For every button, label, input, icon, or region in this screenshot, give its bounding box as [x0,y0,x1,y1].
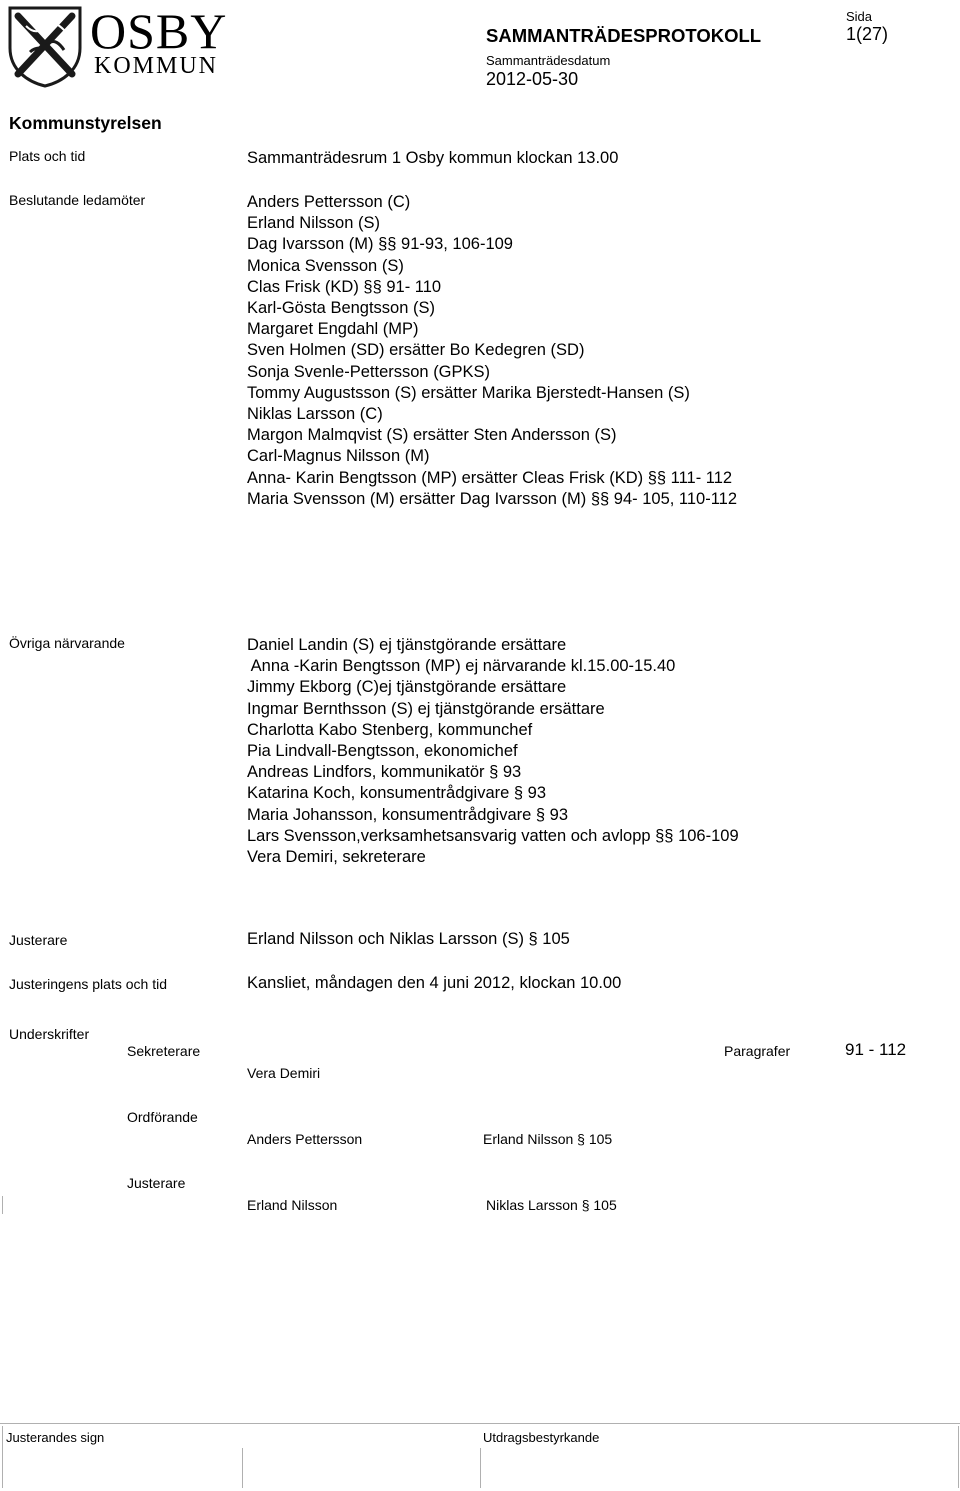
members-label: Beslutande ledamöter [9,192,146,208]
paragraphs-label: Paragrafer [724,1043,791,1059]
list-item: Daniel Landin (S) ej tjänstgörande ersättare [247,636,567,654]
place-label: Plats och tid [9,148,86,164]
list-item: Vera Demiri, sekreterare [247,848,426,867]
adjuster-sign-name-2: Niklas Larsson § 105 [486,1197,617,1213]
list-item: Tommy Augustsson (S) ersätter Marika Bjerstedt-Hansen (S) [247,383,690,402]
list-item: Charlotta Kabo Stenberg, kommunchef [247,720,533,739]
page-number: 1(27) [846,24,889,44]
list-item: Anna -Karin Bengtsson (MP) ej närvarande kl.15.00-15.40 [247,657,676,676]
list-item: Lars Svensson,verksamhetsansvarig vatten och avlopp §§ 106-109 [247,826,739,845]
list-item: Sven Holmen (SD) ersätter Bo Kedegren (SD) [247,341,585,360]
list-item: Erland Nilsson (S) [247,214,380,233]
document-title: SAMMANTRÄDESPROTOKOLL [486,25,762,46]
logo-subwordmark: KOMMUN [94,53,219,79]
footer-extract-label: Utdragsbestyrkande [483,1430,600,1445]
list-item: Carl-Magnus Nilsson (M) [247,447,430,466]
list-item: Katarina Koch, konsumentrådgivare § 93 [247,784,547,803]
adjusters-label: Justerare [9,932,68,948]
list-item: Clas Frisk (KD) §§ 91- 110 [247,277,442,296]
list-item: Sonja Svenle-Pettersson (GPKS) [247,362,491,381]
list-item: Maria Svensson (M) ersätter Dag Ivarsson (M) §§ 94- 105, 110-112 [247,489,738,508]
list-item: Andreas Lindfors, kommunikatör § 93 [247,763,522,782]
adjuster-sign-name: Erland Nilsson [247,1197,338,1213]
list-item: Anders Pettersson (C) [247,193,411,211]
members-list [247,192,737,510]
adjust-place-value: Kansliet, måndagen den 4 juni 2012, klockan 10.00 [247,974,622,992]
adjuster-sign-label: Justerare [127,1175,186,1191]
list-item: Margaret Engdahl (MP) [247,320,419,339]
chair-label: Ordförande [127,1109,198,1125]
list-item: Anna- Karin Bengtsson (MP) ersätter Cleas Frisk (KD) §§ 111- 112 [247,468,733,487]
others-list [247,635,739,868]
page-label: Sida [846,9,873,24]
list-item: Maria Johansson, konsumentrådgivare § 93 [247,805,569,824]
osby-kommun-logo [4,2,228,88]
date-label: Sammanträdesdatum [486,53,611,68]
signatures-label: Underskrifter [9,1026,90,1042]
divider [2,1196,3,1214]
secretary-name: Vera Demiri [247,1065,321,1081]
list-item: Niklas Larsson (C) [247,405,383,424]
list-item: Margon Malmqvist (S) ersätter Sten Andersson (S) [247,426,617,445]
logo-wordmark: OSBY [90,3,228,59]
paragraphs-value: 91 - 112 [845,1040,907,1059]
footer-divider [0,1423,960,1424]
place-value: Sammanträdesrum 1 Osby kommun klockan 13.00 [247,149,619,167]
secretary-label: Sekreterare [127,1043,201,1059]
list-item: Jimmy Ekborg (C)ej tjänstgörande ersättare [247,678,567,697]
footer-sign-label: Justerandes sign [6,1430,105,1445]
adjust-place-label: Justeringens plats och tid [9,976,167,992]
date-value: 2012-05-30 [486,69,579,89]
coat-of-arms-icon [6,4,84,88]
adjusters-value: Erland Nilsson och Niklas Larsson (S) § 105 [247,930,570,948]
body-name: Kommunstyrelsen [9,113,162,133]
footer-box-divider [2,1426,3,1488]
footer-box-divider [480,1448,481,1488]
others-label: Övriga närvarande [9,635,125,651]
list-item: Ingmar Bernthsson (S) ej tjänstgörande ersättare [247,699,605,718]
chair-name: Anders Pettersson [247,1131,363,1147]
list-item: Monica Svensson (S) [247,256,404,275]
list-item: Pia Lindvall-Bengtsson, ekonomichef [247,742,518,761]
footer-box-divider [242,1448,243,1488]
list-item: Karl-Gösta Bengtsson (S) [247,299,435,318]
footer-box-divider [958,1426,959,1488]
chair-name-2: Erland Nilsson § 105 [483,1131,613,1147]
list-item: Dag Ivarsson (M) §§ 91-93, 106-109 [247,235,513,254]
